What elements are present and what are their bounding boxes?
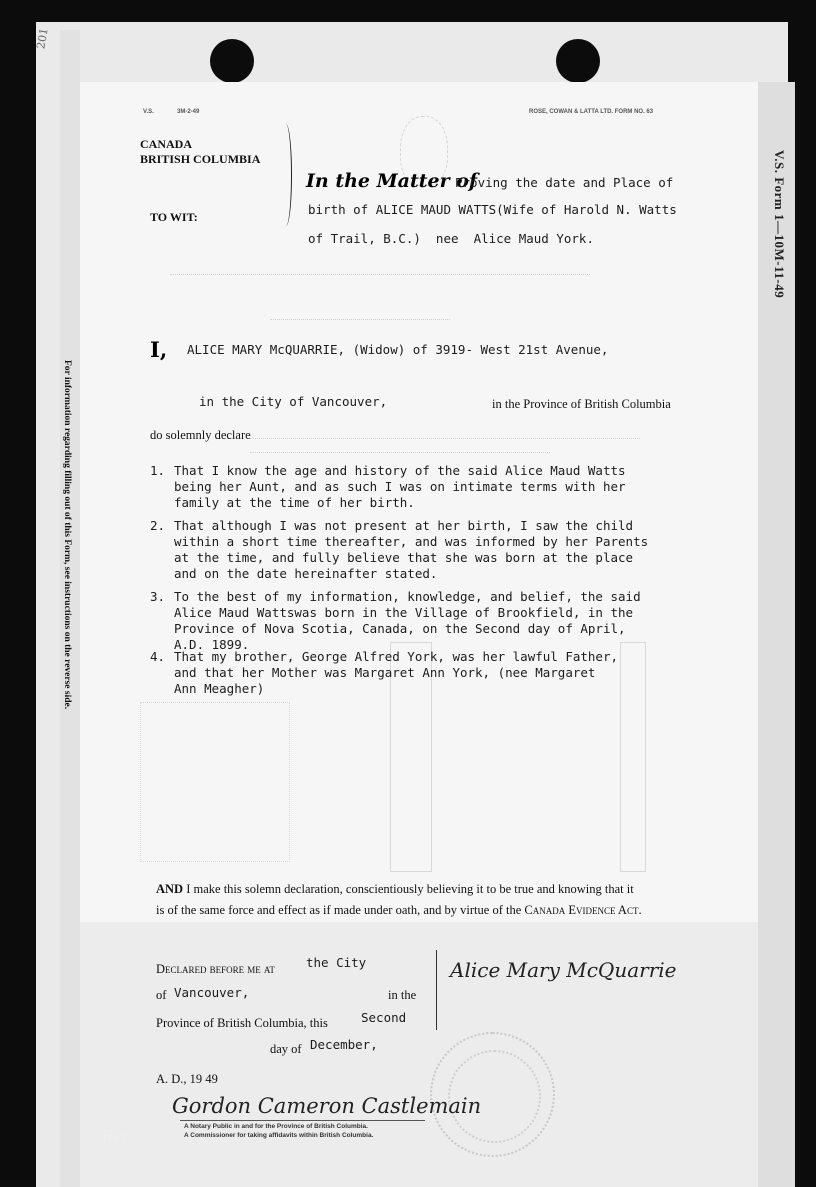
statement-line: A.D. 1899. [174,637,250,652]
city-value: Vancouver, [174,985,250,1000]
show-through-mark [250,452,550,462]
day-value: Second [361,1010,407,1025]
declaration-text: is of the same force and effect as if made under oath, and by virtue of the [156,903,522,917]
statement-line: at the time, and fully believe that she was born at the place [174,550,634,565]
notary-title-line-1: A Notary Public in and for the Province of British Columbia. [184,1123,368,1130]
signature-bracket [436,950,446,1030]
show-through-mark [250,438,640,448]
statement-line: and that her Mother was Margaret Ann York, (nee Margaret [174,665,596,680]
declarant-initial: I, [150,337,168,362]
of-label: of [156,988,167,1002]
margin-scribble: Rec [102,1127,131,1145]
show-through-mark [620,642,646,872]
statement-line: Alice Maud Wattswas born in the Village of Brookfield, in the [174,605,634,620]
statement-line: and on the date hereinafter stated. [174,566,438,581]
show-through-mark [140,702,290,862]
statement-line: Ann Meagher) [174,681,265,696]
punch-hole [556,39,600,83]
to-wit-label: TO WIT: [150,210,198,224]
statement-number: 2. [150,518,166,533]
declaration-text: I make this solemn declaration, conscientiously believing it to be true and knowing that it [186,882,634,896]
statement-line: Province of Nova Scotia, Canada, on the Second day of April, [174,621,626,636]
declaration-line-1 [156,882,634,897]
signature-line [180,1120,425,1121]
day-of-label: day of [270,1042,302,1056]
statement-number: 4. [150,649,166,664]
corner-mark: 201 [34,27,51,50]
left-margin-note: For information regarding filling out of this Form, see instructions on the reverse side. [62,360,72,710]
matter-line-1: Proving the date and Place of [455,175,674,190]
declarant-signature: Alice Mary McQuarrie [450,958,677,982]
notary-signature: Gordon Cameron Castlemain [172,1094,482,1118]
year-value: 49 [205,1072,218,1086]
punch-hole [210,39,254,83]
declared-before-label: Declared before me at [156,962,275,976]
statement-number: 1. [150,463,166,478]
ad-label: A. D., 19 [156,1072,203,1086]
statement-line: within a short time thereafter, and was informed by her Parents [174,534,649,549]
solemnly-declare-label: do solemnly declare [150,428,251,442]
declarant-name-line: ALICE MARY McQUARRIE, (Widow) of 3919- West 21st Avenue, [187,342,609,357]
show-through-mark [170,274,590,284]
evidence-act-name: Canada Evidence Act. [524,903,642,917]
declaration-and: AND [156,882,184,896]
ad-year-label [156,1072,218,1087]
form-code: V.S. [143,109,154,115]
matter-title: In the Matter of [306,170,478,192]
month-value: December, [310,1037,378,1052]
declaration-form [80,82,758,1187]
statement-line: family at the time of her birth. [174,495,415,510]
statement-line: To the best of my information, knowledge, and belief, the said [174,589,641,604]
declarant-province-line: in the Province of British Columbia [492,397,671,411]
declared-place-value: the City [306,955,367,970]
heading-bracket [280,124,292,226]
matter-line-2: birth of ALICE MAUD WATTS(Wife of Harold N. Watts [308,202,677,217]
statement-line: That I know the age and history of the said Alice Maud Watts [174,463,626,478]
province-this-label: Province of British Columbia, this [156,1016,328,1030]
form-number-label: V.S. Form 1—10M-11-49 [772,150,787,299]
statement-line: That although I was not present at her birth, I saw the child [174,518,634,533]
in-the-label: in the [388,988,417,1002]
matter-line-3: of Trail, B.C.) nee Alice Maud York. [308,231,594,246]
statement-line: being her Aunt, and as such I was on intimate terms with her [174,479,626,494]
print-code: 3M-2-49 [177,109,200,115]
notary-title-line-2: A Commissioner for taking affidavits within British Columbia. [184,1132,374,1139]
statement-number: 3. [150,589,166,604]
country-label: CANADA [140,137,192,151]
statement-line: That my brother, George Alfred York, was her lawful Father, [174,649,619,664]
province-label: BRITISH COLUMBIA [140,152,261,166]
declaration-line-2 [156,903,642,918]
declarant-city-line: in the City of Vancouver, [199,394,388,409]
show-through-mark [270,319,450,329]
printer-imprint: ROSE, COWAN & LATTA LTD. FORM NO. 63 [529,109,654,115]
